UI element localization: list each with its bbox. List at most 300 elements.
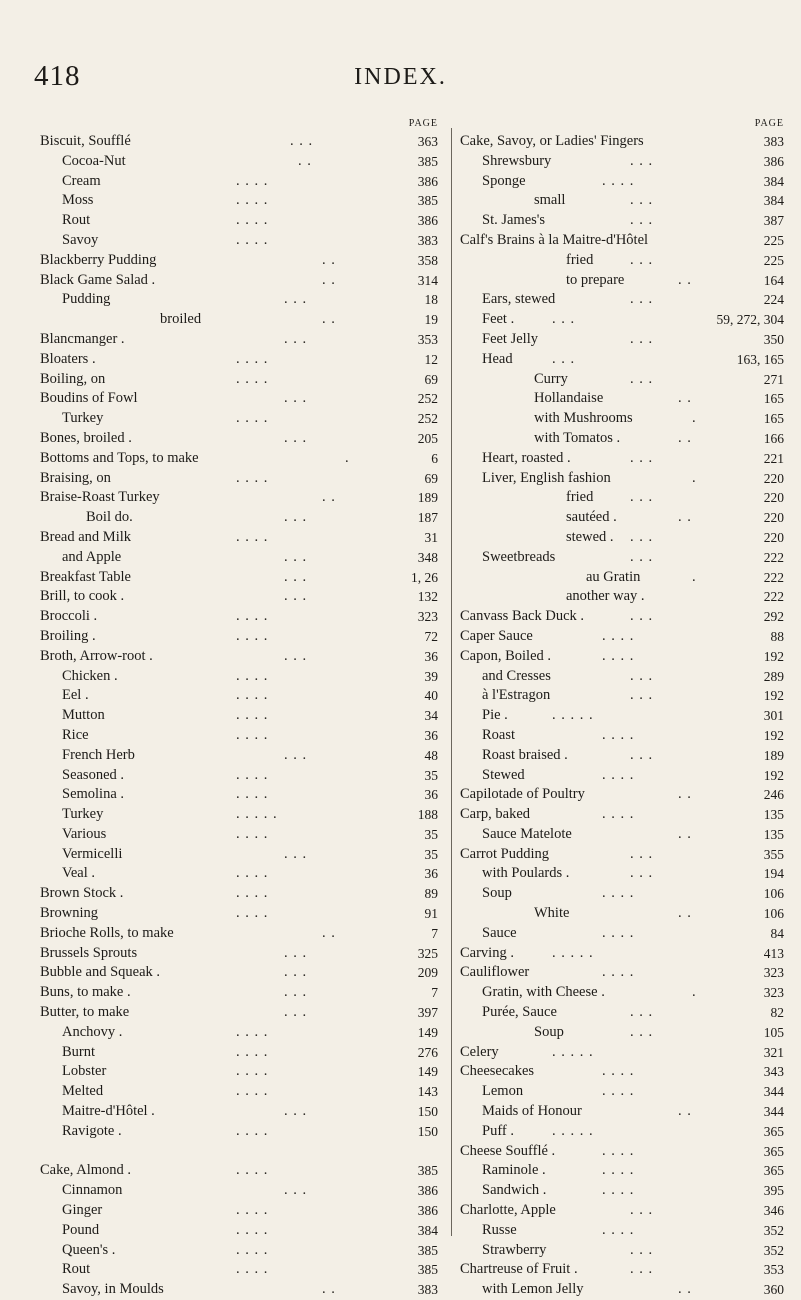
leader-dots: . . .	[552, 311, 576, 328]
entry-page-number: 149	[417, 1064, 438, 1080]
entry-page-number: 321	[763, 1044, 784, 1060]
index-entry	[40, 370, 444, 390]
entry-term: Veal .	[62, 865, 96, 882]
leader-dots: . . . .	[236, 726, 269, 743]
entry-page-number: 69	[424, 371, 438, 387]
index-entry	[460, 1082, 784, 1102]
entry-term: Carp, baked	[460, 806, 531, 823]
leader-dots: . . .	[630, 489, 654, 506]
column-divider	[451, 128, 452, 1236]
entry-term: Turkey	[62, 410, 104, 427]
index-entry	[40, 825, 444, 845]
index-entry	[40, 330, 444, 350]
entry-page-number: 385	[417, 1163, 438, 1179]
index-entry	[40, 1102, 444, 1122]
leader-dots: . . . .	[236, 1122, 269, 1139]
leader-dots: . . .	[284, 1103, 308, 1120]
index-entry	[40, 1181, 444, 1201]
entry-page-number: 106	[763, 886, 784, 902]
entry-term: Cake, Almond .	[40, 1162, 132, 1179]
index-entry	[40, 290, 444, 310]
leader-dots: . . . .	[236, 667, 269, 684]
index-entry	[460, 785, 784, 805]
leader-dots: . . . .	[236, 905, 269, 922]
entry-term: Rout	[62, 1261, 91, 1278]
entry-page-number: 358	[417, 252, 438, 268]
entry-page-number: 346	[763, 1203, 784, 1219]
entry-term: Maitre-d'Hôtel .	[62, 1103, 155, 1120]
right-index-column	[460, 118, 784, 1300]
index-entry	[40, 1122, 444, 1142]
leader-dots: . . .	[284, 984, 308, 1001]
entry-term: Heart, roasted .	[482, 449, 571, 466]
entry-term: Feet .	[482, 311, 515, 328]
entry-term: Broiling .	[40, 627, 96, 644]
entry-page-number: 323	[417, 609, 438, 625]
entry-page-number: 365	[763, 1143, 784, 1159]
entry-page-number: 365	[763, 1123, 784, 1139]
leader-dots: . . . .	[236, 1241, 269, 1258]
leader-dots: . . . .	[236, 370, 269, 387]
entry-page-number: 386	[763, 153, 784, 169]
entry-page-number: 36	[424, 866, 438, 882]
leader-dots: . .	[678, 1103, 692, 1120]
leader-dots: . . . .	[602, 1221, 635, 1238]
right-entry-list	[460, 132, 784, 1300]
entry-term: Lobster	[62, 1063, 107, 1080]
leader-dots: . . . .	[602, 964, 635, 981]
entry-page-number: 385	[417, 1242, 438, 1258]
leader-dots: . . .	[630, 1261, 654, 1278]
entry-term: Anchovy .	[62, 1023, 123, 1040]
entry-page-number: 292	[763, 609, 784, 625]
entry-term: fried	[566, 251, 594, 268]
leader-dots: . . .	[630, 687, 654, 704]
leader-dots: .	[345, 449, 350, 466]
entry-page-number: 344	[763, 1084, 784, 1100]
leader-dots: .	[692, 568, 697, 585]
entry-page-number: 166	[763, 430, 784, 446]
entry-term: Boiling, on	[40, 370, 106, 387]
entry-term: Brioche Rolls, to make	[40, 924, 174, 941]
index-entry	[40, 1062, 444, 1082]
entry-term: Buns, to make .	[40, 984, 131, 1001]
leader-dots: . . . .	[236, 687, 269, 704]
entry-term: Maids of Honour	[482, 1103, 582, 1120]
entry-term: Queen's .	[62, 1241, 116, 1258]
entry-term: Savoy, in Moulds	[62, 1281, 164, 1298]
leader-dots: . . . .	[236, 1261, 269, 1278]
leader-dots: . . . .	[236, 212, 269, 229]
leader-dots: . . . .	[602, 726, 635, 743]
entry-page-number: 220	[763, 490, 784, 506]
entry-term: broiled	[160, 311, 202, 328]
entry-page-number: 220	[763, 510, 784, 526]
entry-page-number: 194	[763, 866, 784, 882]
entry-term: Stewed	[482, 766, 525, 783]
entry-page-number: 222	[763, 589, 784, 605]
entry-term: Cinnamon	[62, 1182, 123, 1199]
entry-page-number: 348	[417, 549, 438, 565]
entry-page-number: 135	[763, 826, 784, 842]
leader-dots: . . .	[284, 330, 308, 347]
leader-dots: . . . .	[602, 647, 635, 664]
index-entry	[460, 231, 784, 251]
index-entry	[40, 1082, 444, 1102]
entry-page-number: 143	[417, 1084, 438, 1100]
leader-dots: . . .	[630, 548, 654, 565]
entry-term: Mutton	[62, 707, 105, 724]
entry-term: Russe	[482, 1221, 517, 1238]
entry-page-number: 386	[417, 1203, 438, 1219]
entry-term: Boil do.	[86, 509, 133, 526]
leader-dots: . . .	[630, 330, 654, 347]
entry-page-number: 252	[417, 391, 438, 407]
index-entry	[40, 310, 444, 330]
entry-term: Roast braised .	[482, 746, 568, 763]
entry-term: Blancmanger .	[40, 330, 125, 347]
entry-page-number: 289	[763, 668, 784, 684]
entry-page-number: 387	[763, 213, 784, 229]
entry-page-number: 271	[763, 371, 784, 387]
entry-page-number: 72	[424, 628, 438, 644]
index-entry	[460, 548, 784, 568]
entry-term: Soup	[534, 1023, 564, 1040]
index-entry	[40, 469, 444, 489]
entry-page-number: 384	[763, 193, 784, 209]
index-entry	[460, 449, 784, 469]
entry-page-number: 91	[424, 906, 438, 922]
index-entry	[40, 389, 444, 409]
index-entry	[460, 766, 784, 786]
entry-page-number: 165	[763, 411, 784, 427]
index-entry	[460, 469, 784, 489]
entry-page-number: 384	[763, 173, 784, 189]
leader-dots: . . .	[630, 449, 654, 466]
entry-page-number: 35	[424, 846, 438, 862]
entry-page-number: 165	[763, 391, 784, 407]
entry-term: Bubble and Squeak .	[40, 964, 161, 981]
entry-page-number: 386	[417, 213, 438, 229]
leader-dots: . . .	[630, 1241, 654, 1258]
entry-page-number: 88	[770, 628, 784, 644]
index-entry	[40, 904, 444, 924]
index-entry	[460, 152, 784, 172]
entry-term: Strawberry	[482, 1241, 547, 1258]
index-entry	[40, 785, 444, 805]
index-entry	[40, 429, 444, 449]
entry-page-number: 187	[417, 510, 438, 526]
entry-page-number: 18	[424, 292, 438, 308]
leader-dots: . .	[678, 509, 692, 526]
leader-dots: . . .	[284, 291, 308, 308]
entry-page-number: 252	[417, 411, 438, 427]
index-entry	[460, 746, 784, 766]
entry-page-number: 6	[431, 450, 438, 466]
leader-dots: . . .	[284, 509, 308, 526]
entry-term: Calf's Brains à la Maitre-d'Hôtel	[460, 231, 649, 248]
leader-dots: . .	[322, 1281, 336, 1298]
index-entry	[460, 1201, 784, 1221]
entry-page-number: 225	[763, 232, 784, 248]
entry-term: Cheesecakes	[460, 1063, 535, 1080]
entry-term: fried	[566, 489, 594, 506]
entry-page-number: 383	[417, 232, 438, 248]
index-entry	[40, 251, 444, 271]
entry-term: Breakfast Table	[40, 568, 131, 585]
leader-dots: . . . . .	[236, 806, 278, 823]
entry-page-number: 352	[763, 1222, 784, 1238]
leader-dots: . . . .	[236, 885, 269, 902]
leader-dots: . . . .	[236, 786, 269, 803]
entry-term: Bloaters .	[40, 350, 96, 367]
index-entry	[460, 1280, 784, 1300]
leader-dots: . . .	[284, 1004, 308, 1021]
leader-dots: . . . . .	[552, 944, 594, 961]
leader-dots: . . .	[630, 528, 654, 545]
leader-dots: . . . .	[602, 766, 635, 783]
leader-dots: .	[692, 984, 697, 1001]
leader-dots: . . .	[552, 350, 576, 367]
index-entry	[460, 667, 784, 687]
entry-term: with Mushrooms	[534, 410, 633, 427]
entry-page-number: 189	[417, 490, 438, 506]
leader-dots: . . .	[284, 845, 308, 862]
leader-dots: . . . .	[236, 231, 269, 248]
entry-term: Raminole .	[482, 1162, 546, 1179]
index-entry	[40, 726, 444, 746]
entry-term: à l'Estragon	[482, 687, 551, 704]
entry-term: Biscuit, Soufflé	[40, 133, 131, 149]
index-entry	[40, 172, 444, 192]
index-entry	[460, 191, 784, 211]
entry-page-number: 36	[424, 787, 438, 803]
entry-page-number: 163, 165	[736, 351, 784, 367]
leader-dots: . . . .	[602, 1182, 635, 1199]
leader-dots: . . .	[630, 1202, 654, 1219]
entry-page-number: 222	[763, 569, 784, 585]
leader-dots: . . .	[630, 667, 654, 684]
entry-page-number: 220	[763, 470, 784, 486]
entry-page-number: 413	[763, 945, 784, 961]
leader-dots: . .	[678, 825, 692, 842]
entry-page-number: 35	[424, 767, 438, 783]
entry-term: and Cresses	[482, 667, 551, 684]
entry-page-number: 34	[424, 708, 438, 724]
entry-page-number: 192	[763, 767, 784, 783]
entry-term: Moss	[62, 192, 94, 209]
index-entry	[460, 1003, 784, 1023]
page-label: PAGE	[754, 118, 784, 129]
entry-term: Purée, Sauce	[482, 1004, 557, 1021]
leader-dots: . .	[678, 786, 692, 803]
entry-page-number: 192	[763, 727, 784, 743]
entry-page-number: 386	[417, 173, 438, 189]
entry-page-number: 314	[417, 272, 438, 288]
entry-page-number: 36	[424, 648, 438, 664]
index-entry	[460, 587, 784, 607]
entry-term: Carving .	[460, 944, 514, 961]
entry-term: Roast	[482, 726, 516, 743]
entry-page-number: 363	[417, 134, 438, 149]
entry-term: Carrot Pudding	[460, 845, 550, 862]
index-entry	[40, 607, 444, 627]
leader-dots: . . . .	[236, 1023, 269, 1040]
entry-term: Curry	[534, 370, 568, 387]
entry-page-number: 209	[417, 965, 438, 981]
leader-dots: . . . .	[236, 469, 269, 486]
index-entry	[460, 647, 784, 667]
index-entry	[460, 686, 784, 706]
index-entry	[40, 884, 444, 904]
leader-dots: . . . .	[236, 1063, 269, 1080]
leader-dots: . . .	[284, 746, 308, 763]
entry-term: Sponge	[482, 172, 526, 189]
entry-page-number: 150	[417, 1123, 438, 1139]
entry-page-number: 355	[763, 846, 784, 862]
entry-term: Broccoli .	[40, 608, 98, 625]
entry-page-number: 323	[763, 965, 784, 981]
index-entry	[460, 370, 784, 390]
index-entry	[460, 825, 784, 845]
entry-page-number: 106	[763, 906, 784, 922]
entry-page-number: 35	[424, 826, 438, 842]
index-entry	[460, 528, 784, 548]
entry-term: Capilotade of Poultry	[460, 786, 585, 803]
index-entry	[460, 805, 784, 825]
entry-page-number: 84	[770, 925, 784, 941]
leader-dots: . .	[322, 271, 336, 288]
entry-page-number: 225	[763, 252, 784, 268]
entry-page-number: 353	[763, 1262, 784, 1278]
entry-term: Savoy	[62, 231, 99, 248]
entry-page-number: 192	[763, 648, 784, 664]
entry-page-number: 395	[763, 1183, 784, 1199]
leader-dots: . .	[322, 251, 336, 268]
index-entry	[460, 429, 784, 449]
index-entry	[460, 845, 784, 865]
entry-term: Cream	[62, 172, 101, 189]
entry-page-number: 132	[417, 589, 438, 605]
leader-dots: . . . .	[236, 528, 269, 545]
index-entry	[460, 924, 784, 944]
leader-dots: . .	[322, 311, 336, 328]
index-entry	[460, 706, 784, 726]
entry-term: Pound	[62, 1221, 100, 1238]
leader-dots: . . .	[630, 845, 654, 862]
leader-dots: . . . .	[602, 1162, 635, 1179]
entry-page-number: 325	[417, 945, 438, 961]
entry-page-number: 7	[431, 925, 438, 941]
entry-term: Brussels Sprouts	[40, 944, 138, 961]
leader-dots: . . .	[284, 390, 308, 407]
leader-dots: . .	[678, 905, 692, 922]
entry-term: Ears, stewed	[482, 291, 556, 308]
entry-page-number: 135	[763, 807, 784, 823]
index-entry	[460, 904, 784, 924]
entry-page-number: 221	[763, 450, 784, 466]
entry-term: Bread and Milk	[40, 528, 132, 545]
leader-dots: . . .	[630, 291, 654, 308]
leader-dots: . . .	[630, 1004, 654, 1021]
index-entry	[460, 983, 784, 1003]
entry-page-number: 222	[763, 549, 784, 565]
index-entry	[40, 568, 444, 588]
entry-term: Seasoned .	[62, 766, 125, 783]
entry-page-number: 353	[417, 331, 438, 347]
entry-page-number: 188	[417, 807, 438, 823]
entry-term: with Tomatos .	[534, 429, 621, 446]
entry-page-number: 89	[424, 886, 438, 902]
index-entry	[460, 627, 784, 647]
index-entry	[460, 1181, 784, 1201]
entry-term: Liver, English fashion	[482, 469, 611, 486]
entry-page-number: 12	[424, 351, 438, 367]
index-entry	[40, 350, 444, 370]
index-entry	[460, 1102, 784, 1122]
index-entry	[460, 251, 784, 271]
index-entry	[40, 231, 444, 251]
index-entry	[460, 1260, 784, 1280]
entry-page-number: 397	[417, 1005, 438, 1021]
leader-dots: . . .	[630, 1023, 654, 1040]
index-entry	[460, 172, 784, 192]
entry-term: White	[534, 905, 570, 922]
entry-page-number: 192	[763, 688, 784, 704]
leader-dots: . . .	[284, 568, 308, 585]
entry-page-number: 105	[763, 1024, 784, 1040]
entry-term: another way .	[566, 588, 645, 605]
entry-page-number: 383	[417, 1282, 438, 1298]
entry-page-number: 352	[763, 1242, 784, 1258]
entry-term: small	[534, 192, 566, 209]
leader-dots: . . .	[630, 746, 654, 763]
index-entry	[460, 211, 784, 231]
leader-dots: . . .	[630, 212, 654, 229]
entry-page-number: 150	[417, 1104, 438, 1120]
entry-term: Butter, to make	[40, 1004, 130, 1021]
left-index-column	[40, 118, 444, 1300]
leader-dots: . . . .	[236, 1083, 269, 1100]
entry-page-number: 36	[424, 727, 438, 743]
index-entry	[460, 132, 784, 152]
entry-term: Vermicelli	[62, 845, 123, 862]
entry-term: Sauce Matelote	[482, 825, 572, 842]
index-entry	[460, 389, 784, 409]
entry-page-number: 343	[763, 1064, 784, 1080]
entry-term: Blackberry Pudding	[40, 251, 157, 268]
index-entry	[40, 1161, 444, 1181]
index-entry	[40, 924, 444, 944]
leader-dots: . .	[678, 429, 692, 446]
entry-term: Braise-Roast Turkey	[40, 489, 160, 506]
entry-term: Pudding	[62, 291, 111, 308]
left-entry-list	[40, 132, 444, 1300]
index-entry	[40, 1241, 444, 1261]
entry-page-number: 40	[424, 688, 438, 704]
leader-dots: . . . .	[602, 885, 635, 902]
index-entry	[460, 290, 784, 310]
leader-dots: . . . .	[236, 1221, 269, 1238]
index-entry	[40, 746, 444, 766]
entry-page-number: 1, 26	[411, 569, 438, 585]
index-entry	[460, 1142, 784, 1162]
entry-term: Semolina .	[62, 786, 125, 803]
entry-term: Eel .	[62, 687, 89, 704]
entry-term: Various	[62, 825, 107, 842]
entry-term: Bottoms and Tops, to make	[40, 449, 199, 466]
entry-term: Gratin, with Cheese .	[482, 984, 605, 1001]
